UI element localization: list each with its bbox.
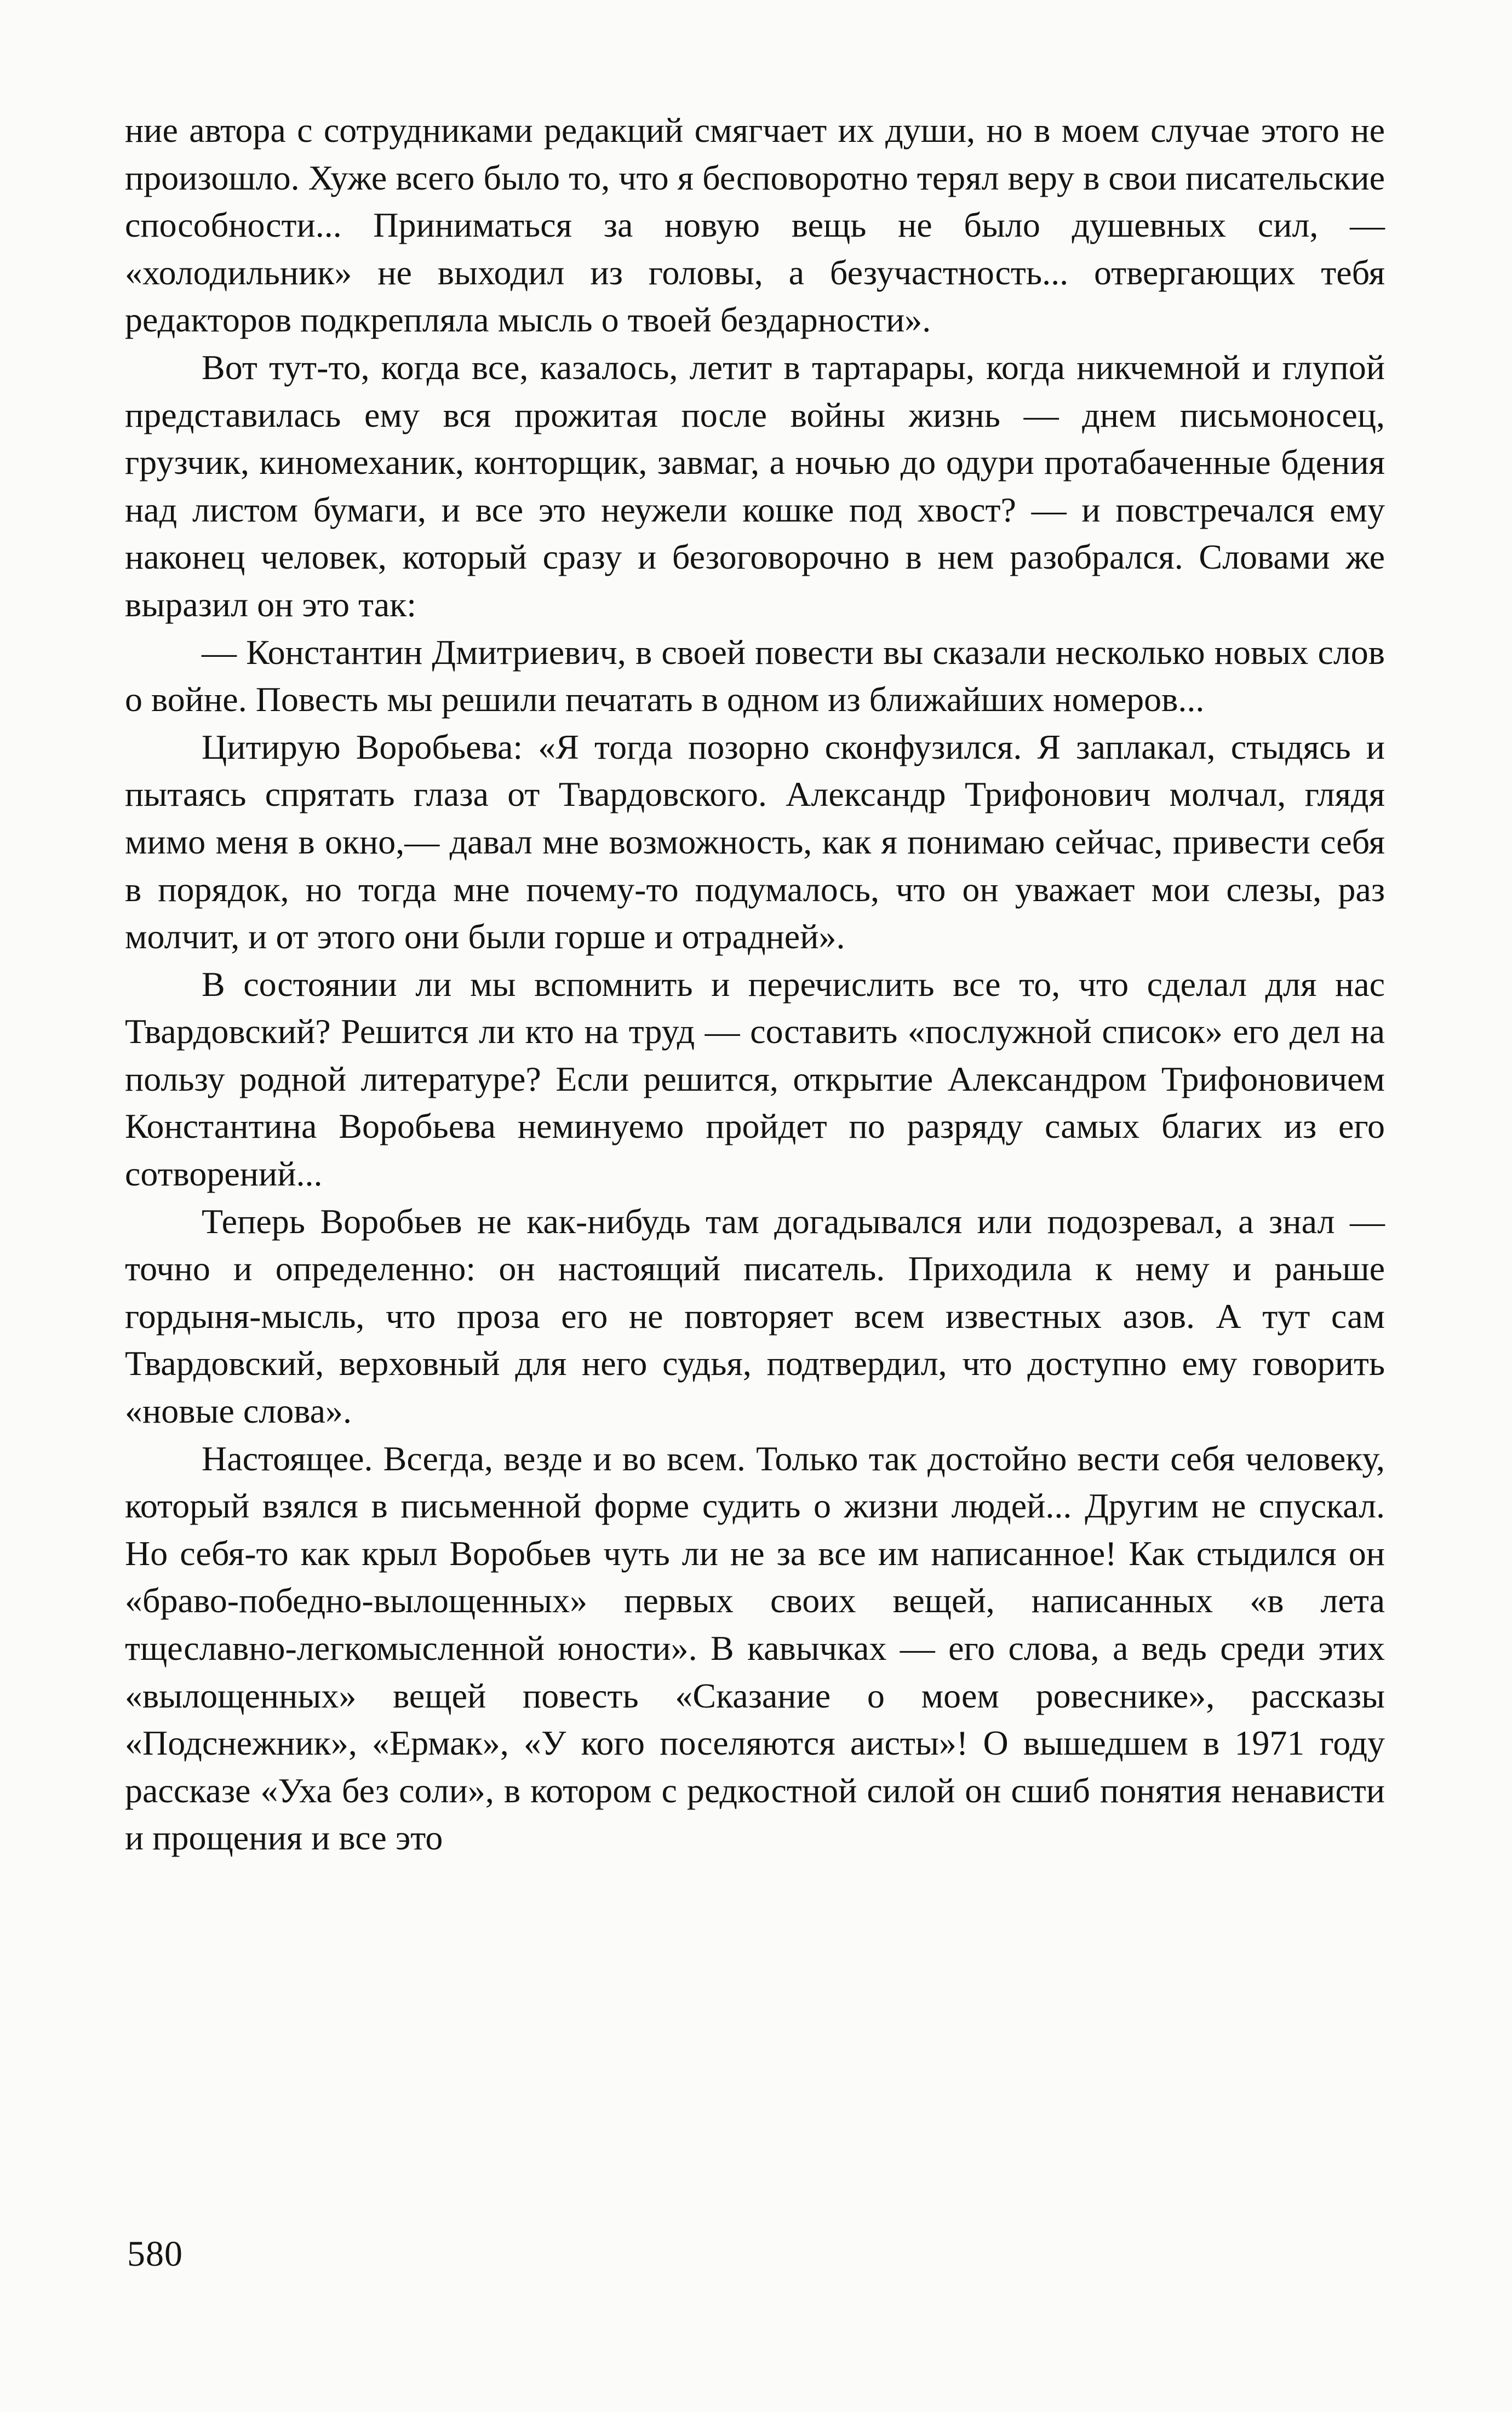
paragraph: Цитирую Воробьева: «Я тогда позорно сконфузился. Я заплакал, стыдясь и пытаясь спрятать глаза от Твардовского. Александр Трифонович молчал, глядя мимо меня в окно,— давал мне возможность, как я понимаю сейчас, привести себя в порядок, но тогда мне почему-то подумалось, что он уважает мои слезы, раз молчит, и от этого они были горше и отрадней». bbox=[125, 727, 1385, 956]
paragraph: Настоящее. Всегда, везде и во всем. Только так достойно вести себя человеку, который взялся в письменной форме судить о жизни людей... Другим не спускал. Но себя-то как крыл Воробьев чуть ли не за все им написанное! Как стыдился он «браво-победно-вылощенных» первых своих вещей, написанных «в лета тщеславно-легкомысленной юности». В кавычках — его слова, а ведь среди этих «вылощенных» вещей повесть «Сказание о моем ровеснике», рассказы «Подснежник», «Ермак», «У кого поселяются аисты»! О вышедшем в 1971 году рассказе «Уха без соли», в котором с редкостной силой он сшиб понятия ненависти и прощения и все это bbox=[125, 1439, 1385, 1858]
paragraph-continuation: ние автора с сотрудниками редакций смягчает их души, но в моем случае этого не произошло. Хуже всего было то, что я бесповоротно терял веру в свои писательские способности... Приниматься за новую вещь не было душевных сил, — «холодильник» не выходил из головы, а безучастность... отвергающих тебя редакторов подкрепляла мысль о твоей бездарности». bbox=[125, 111, 1385, 340]
paragraph: В состоянии ли мы вспомнить и перечислить все то, что сделал для нас Твардовский? Решится ли кто на труд — составить «послужной список» его дел на пользу родной литературе? Если решится, открытие Александром Трифоновичем Константина Воробьева неминуемо пройдет по разряду самых благих из его сотворений... bbox=[125, 964, 1385, 1194]
paragraph: Теперь Воробьев не как-нибудь там догадывался или подозревал, а знал — точно и определенно: он настоящий писатель. Приходила к нему и раньше гордыня-мысль, что проза его не повторяет всем известных азов. А тут сам Твардовский, верховный для него судья, подтвердил, что доступно ему говорить «новые слова». bbox=[125, 1201, 1385, 1431]
dialogue-line: — Константин Дмитриевич, в своей повести вы сказали несколько новых слов о войне. Повесть мы решили печатать в одном из ближайших номеров... bbox=[125, 632, 1385, 719]
page-number: 580 bbox=[127, 2234, 183, 2274]
body-text bbox=[125, 107, 1385, 1862]
paragraph: Вот тут-то, когда все, казалось, летит в тартарары, когда никчемной и глупой представилась ему вся прожитая после войны жизнь — днем письмоносец, грузчик, киномеханик, конторщик, завмаг, а ночью до одури протабаченные бдения над листом бумаги, и все это неужели кошке под хвост? — и повстречался ему наконец человек, который сразу и безоговорочно в нем разобрался. Словами же выразил он это так: bbox=[125, 347, 1385, 624]
